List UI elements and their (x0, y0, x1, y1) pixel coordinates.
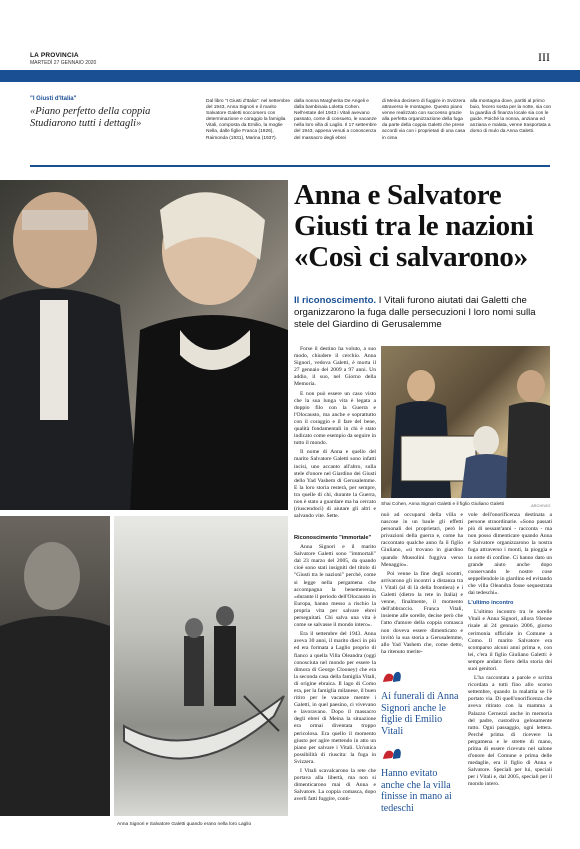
strip-column-1: Dal libro "I Giusti d'Italia": nel settembre del 1943, Anna Signori e il marito Salvatore Galetti soccorsero con determinazione e coraggio la famiglia Vitali, composta da Emilio, la moglie Nella, dalle figlie Franca (1926), Raimonda (1931), Marina (1937). (206, 99, 291, 141)
article-paragraph: L'ultimo incontro tra le sorelle Vitali e Anna Signori, allora 93enne risale al 24 gennaio 2006, giorno cerimonia ufficiale in Comune a Como. Il marito Salvatore era scomparso alcuni anni prima e, con lei, c'era il figlio Giuliano Galetti: è sempre andato fiero della storia dei suoi genitori. (468, 609, 552, 672)
page-number: III (538, 50, 550, 64)
article-paragraph: Forse il destino ha voluto, a suo modo, chiudere il cerchio. Anna Signori, vedova Galetti, è morta il 27 gennaio del 2009 a 97 anni. Un addio, il suo, nel Giorno della Memoria. (294, 346, 376, 388)
article-paragraph: Era il settembre del 1943. Anna aveva 30 anni, il marito dieci in più ed era formata a Laglio proprio di fianco a quella Villa Oleandra (oggi conosciuta nel mondo per essere la dimora di George Clooney) che era la seconda casa della famiglia Vitali, di origine ebraica. Il lago di Como era, per la famiglia milanese, il buen ritiro per le vacanze mentre i Galetti, in quel paesino, ci vivevano e lavoravano. Dopo il massacro degli ebrei di Meina la situazione era ormai diventata troppo pericolosa. Era quello il momento giusto per agire mettendo in atto un piano per salvare i Vitali. Un'unica possibilità di riuscita: la fuga in Svizzera. (294, 631, 376, 765)
section-heading: L'ultimo incontro (468, 600, 514, 607)
hands-icon (381, 745, 403, 763)
newspaper-name: LA PROVINCIA (30, 52, 79, 59)
article-paragraph: E non può essere un caso visto che la sua lunga vita è legata a doppio filo con la Guerra e l'Olocausto, ma anche e soprattutto con il coraggio e il fare del bene, qualità fondamentali in chi è stato indicato come esempio da seguire in tutto il mondo. (294, 390, 376, 447)
boat-photo-caption: Anna Signori e Salvatore Galetti quando erano nella loro Laglio (117, 822, 252, 827)
article-paragraph: Il nome di Anna e quello del marito Salvatore Galetti sono infatti incisi, uno accanto all'altro, sulla stele d'onore nel Giardino dei Giusti dello Yad Vashem di Gerusalemme. E la loro storia resterà, per sempre, tra quelle di chi, durante la Guerra, non è stato a guardare ma ha cercato (riuscendoci) di aiutare gli altri e salvando vite. Sette. (294, 449, 376, 520)
article-paragraph: vole dell'onorificenza destinata a persone straordinarie. «Sono passati più di sessant'anni - racconta - ma non posso dimenticare quando Anna e Salvatore organizzarono la nostra fuga attraverso i monti, la pioggia e la notte di confine. Ci hanno dato un grande aiuto anche dopo conservando le nostre cose seppellendole in giardino ed evitando che villa Oleandra fosse sequestrata dai tedeschi». (468, 512, 552, 597)
strip-divider (30, 165, 550, 167)
article-column-2 (381, 512, 463, 658)
article-paragraph: Poi venne la fine degli scontri, arrivarono gli incontri a distanza tra i Vitali (al di là della frontiera) e i Galetti (dietro la rete in Italia) e venne, finalmente, il momento dell'abbraccio. Franca Vitali, insieme alle sorelle, decise però che l'atto d'amore della coppia comasca non doveva essere dimenticato e invitò la sua storia a Gerusalemme, allo Yad Vashem che, come detto, ha ritenuto merite- (381, 570, 463, 655)
pull-quote-text: Ai funerali di Anna Signori anche le figlie di Emilio Vitali (381, 691, 459, 737)
issue-date: MARTEDÌ 27 GENNAIO 2020 (30, 60, 97, 66)
article-column-1 (294, 346, 376, 522)
boat-photo (114, 516, 288, 816)
article-paragraph: I Vitali scavalcarono la rete che portava alla libertà, ma non si dimenticarono mai di Anna e Salvatore. La coppia comasca, dopo averli fatti fuggire, conti- (294, 768, 376, 803)
article-column-1b (294, 535, 376, 805)
pull-quote-text: Hanno evitato anche che la villa finisse in mano ai tedeschi (381, 768, 452, 814)
pull-quote-2 (381, 745, 463, 814)
article-paragraph: Anna Signori e il marito Salvatore Galetti sono "immortali" dal 23 marzo del 2005, da quando cioè sono stati insigniti del titolo di "Giusti tra le nazioni" perché, come si legge nella pergamena che accompagna la benemerenza, «durante il periodo dell'Olocausto in Europa, hanno messo a rischio la propria vita per salvare ebrei perseguitati. Chi salva una vita è come se salvasse il mondo intero». (294, 544, 376, 629)
strip-column-2: dalla nonna Margherita De Angeli e dalla bambinaia Loletta Cohen. Nell'estate del 1943 i Vitali avevano passato, come di consueto, le vacanze nella loro villa di Laglio. Il 17 settembre del 1943, appena venuti a conoscenza del massacro degli ebrei (294, 99, 377, 141)
couple-portrait-photo (0, 180, 288, 510)
subheadline-lead: Il riconoscimento. (294, 295, 377, 306)
strip-column-4: alla montagna dove, partiti al primo buio, fecero sosta per la notte, sia con la guardia di finanza locale sia con le guide. Poiché la nonna, anziana ed anziana e malata, venne trasportata a dorso di mulo da Anna Galetti. (470, 99, 552, 135)
strip-column-3: di Meina decisero di fuggire in Svizzera attraverso le montagne. Questo piano venne realizzato con successo grazie alla perfetta organizzazione della fuga da parte della coppia Galetti che prese accordi via con i proprietari di una casa in cima (382, 99, 466, 141)
ceremony-photo-caption: Shai Cohen, Anna Signori Galetti e il figlio Giuliano Galetti (381, 502, 504, 507)
section-heading: Riconoscimento "immortale" (294, 535, 372, 541)
article-column-3 (468, 512, 552, 791)
article-paragraph: nuò ad occuparsi della villa e nascose in un baule gli effetti personali dei proprietari, però le privazioni della guerra e, come ha raccontato qualche anno fa il figlio Giuliano, «si trovano in giardino quando Mussolini fuggiva verso Menaggio». (381, 512, 463, 568)
ceremony-photo-credit: ARCHIVIO (531, 503, 551, 508)
archive-portrait-photo (0, 516, 110, 816)
hands-icon (381, 668, 403, 686)
main-headline: Anna e Salvatore Giusti tra le nazioni «Così ci salvarono» (294, 179, 534, 273)
strip-quote: «Piano perfetto della coppia Studiarono tutti i dettagli» (30, 106, 151, 129)
article-paragraph: L'ha raccontata a parole e scritta ricordata a tutti fino allo scorso settembre, quando la malattia se l'è portato via. Di quell'onorificenza che aveva ritirato con la mamma a Palazzo Cernezzi anche in memoria del padre, custodiva gelosamente tutto. Ogni passaggio, ogni lettera. Perché prima di ricevere la pergamena e le strette di mano, prima di essere ricevuto nel salone d'onore del Comune e prima delle medaglie, era il figlio di Anna e Salvatore. Speciali per lui, speciali per i Vitali e, dal 2005, speciali per il mondo intero. (468, 675, 552, 788)
pull-quote-1 (381, 668, 463, 737)
subheadline-text: I Vitali furono aiutati dai Galetti che organizzarono la fuga dalle persecuzioni I loro nomi sulla stele del Giardino di Gerusalemme (294, 295, 536, 330)
subheadline (294, 295, 554, 331)
masthead-bar (0, 70, 580, 82)
ceremony-photo (381, 346, 550, 498)
strip-kicker: "I Giusti d'Italia" (30, 96, 77, 102)
